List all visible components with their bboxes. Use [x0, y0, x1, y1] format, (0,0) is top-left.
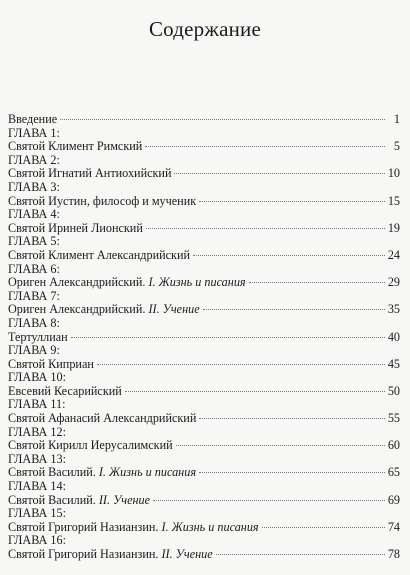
- chapter-title-wrap: [8, 385, 124, 399]
- chapter-title: Святой Киприан: [8, 356, 94, 371]
- chapter-title-wrap: [8, 167, 173, 181]
- chapter-title-wrap: [8, 358, 96, 372]
- toc-entry-chapter: [8, 426, 400, 453]
- toc-entry-chapter: [8, 344, 400, 371]
- chapter-title: Святой Игнатий Антиохийский: [8, 166, 172, 181]
- toc-entry-title: Введение: [8, 112, 58, 126]
- chapter-subtitle: I. Жизнь и писания: [98, 465, 196, 480]
- chapter-label: ГЛАВА 5:: [8, 234, 60, 249]
- toc-row: [8, 167, 400, 181]
- chapter-title: Тертуллиан: [8, 329, 68, 344]
- dot-leader: [216, 554, 385, 555]
- chapter-title: Ориген Александрийский.: [8, 302, 146, 317]
- toc-row: [8, 466, 400, 480]
- chapter-label: ГЛАВА 7:: [8, 288, 60, 303]
- chapter-label: ГЛАВА 4:: [8, 207, 60, 222]
- toc-row: [8, 276, 400, 290]
- dot-leader: [203, 309, 385, 310]
- toc-row: [8, 358, 400, 372]
- chapter-title: Святой Иустин, философ и мученик: [8, 193, 197, 208]
- chapter-subtitle: I. Жизнь и писания: [161, 519, 259, 534]
- toc-entry-chapter: [8, 181, 400, 208]
- toc-row: [8, 113, 400, 127]
- toc-row: [8, 494, 400, 508]
- toc-entry-chapter: [8, 480, 400, 507]
- chapter-title-wrap: [8, 521, 261, 535]
- chapter-title-wrap: [8, 412, 198, 426]
- table-of-contents: [8, 113, 400, 562]
- toc-page-number: 69: [387, 492, 400, 507]
- dot-leader: [199, 201, 385, 202]
- page-title: Содержание: [148, 17, 262, 41]
- chapter-subtitle: I. Жизнь и писания: [148, 275, 246, 290]
- chapter-title-wrap: [8, 439, 175, 453]
- chapter-label: ГЛАВА 16:: [8, 533, 66, 548]
- chapter-title-wrap: [8, 276, 248, 290]
- chapter-title: Ориген Александрийский.: [8, 275, 146, 290]
- chapter-title: Евсевий Кесарийский: [8, 383, 122, 398]
- toc-row: [8, 140, 400, 154]
- chapter-label: ГЛАВА 13:: [8, 451, 66, 466]
- toc-entry-chapter: [8, 534, 400, 561]
- chapter-title-wrap: [8, 222, 145, 236]
- chapter-title: Святой Афанасий Александрийский: [8, 411, 197, 426]
- toc-entry-chapter: [8, 208, 400, 235]
- toc-entry-chapter: [8, 398, 400, 425]
- toc-page-number: 29: [387, 275, 400, 290]
- toc-entry-chapter: [8, 317, 400, 344]
- dot-leader: [262, 527, 385, 528]
- toc-row: [8, 521, 400, 535]
- chapter-list: [8, 127, 400, 562]
- toc-entry-chapter: [8, 453, 400, 480]
- chapter-title: Святой Ириней Лионский: [8, 220, 143, 235]
- chapter-title: Святой Василий.: [8, 492, 96, 507]
- toc-row: [8, 195, 400, 209]
- toc-entry-chapter: [8, 371, 400, 398]
- chapter-subtitle: II. Учение: [161, 547, 213, 561]
- toc-row: [8, 385, 400, 399]
- dot-leader: [71, 337, 385, 338]
- chapter-label: ГЛАВА 10:: [8, 370, 66, 385]
- chapter-title-wrap: [8, 303, 202, 317]
- toc-page-number: 45: [387, 356, 400, 371]
- chapter-title: Святой Кирилл Иерусалимский: [8, 438, 173, 453]
- toc-row: [8, 249, 400, 263]
- dot-leader: [249, 282, 385, 283]
- toc-row: [8, 331, 400, 345]
- toc-entry-chapter: [8, 154, 400, 181]
- dot-leader: [193, 255, 385, 256]
- toc-page-number: 15: [387, 193, 400, 208]
- toc-row: [8, 412, 400, 426]
- toc-page-number: 74: [387, 519, 400, 534]
- toc-entry-chapter: [8, 235, 400, 262]
- toc-page-number: 50: [387, 383, 400, 398]
- chapter-subtitle: II. Учение: [98, 492, 151, 507]
- chapter-label: ГЛАВА 9:: [8, 343, 60, 358]
- dot-leader: [125, 391, 385, 392]
- toc-entry-chapter: [8, 127, 400, 154]
- chapter-label: ГЛАВА 1:: [8, 125, 60, 140]
- toc-page-number: 40: [387, 329, 400, 344]
- chapter-title: Святой Климент Римский: [8, 139, 143, 154]
- toc-page-number: 65: [387, 465, 400, 480]
- chapter-title-wrap: [8, 466, 198, 480]
- chapter-title: Святой Климент Александрийский: [8, 247, 191, 262]
- chapter-label: ГЛАВА 6:: [8, 261, 60, 276]
- chapter-label: ГЛАВА 15:: [8, 506, 66, 521]
- chapter-label: ГЛАВА 11:: [8, 397, 66, 412]
- chapter-subtitle: II. Учение: [148, 302, 200, 317]
- toc-entry-chapter: [8, 263, 400, 290]
- chapter-title: Святой Григорий Назианзин.: [8, 519, 159, 534]
- dot-leader: [199, 472, 385, 473]
- dot-leader: [97, 364, 385, 365]
- toc-row: [8, 548, 400, 562]
- dot-leader: [174, 173, 384, 174]
- chapter-label: ГЛАВА 14:: [8, 479, 66, 494]
- dot-leader: [146, 228, 385, 229]
- dot-leader: [176, 445, 385, 446]
- chapter-label: ГЛАВА 2:: [8, 152, 60, 167]
- toc-page-number: 10: [387, 166, 400, 181]
- dot-leader: [145, 146, 385, 147]
- chapter-title: Святой Василий.: [8, 465, 96, 480]
- chapter-label: ГЛАВА 8:: [8, 315, 60, 330]
- toc-page-number: 35: [387, 302, 400, 317]
- toc-row: [8, 439, 400, 453]
- chapter-title-wrap: [8, 140, 144, 154]
- toc-entry-chapter: [8, 507, 400, 534]
- chapter-label: ГЛАВА 12:: [8, 424, 66, 439]
- toc-page-number: 19: [387, 220, 400, 235]
- toc-page-number: 24: [387, 247, 400, 262]
- toc-page-number: 78: [387, 547, 400, 561]
- toc-row: [8, 222, 400, 236]
- dot-leader: [153, 500, 385, 501]
- chapter-title: Святой Григорий Назианзин.: [8, 547, 159, 561]
- chapter-title-wrap: [8, 249, 192, 263]
- toc-entry-intro: [8, 113, 400, 127]
- toc-page-number: 55: [387, 411, 400, 426]
- chapter-label: ГЛАВА 3:: [8, 179, 60, 194]
- toc-entry-chapter: [8, 290, 400, 317]
- chapter-title-wrap: [8, 548, 215, 562]
- chapter-title-wrap: [8, 195, 198, 209]
- toc-page-number: 1: [393, 112, 400, 126]
- chapter-title-wrap: [8, 494, 152, 508]
- toc-page-number: 5: [393, 139, 400, 154]
- toc-row: [8, 303, 400, 317]
- dot-leader: [60, 119, 385, 120]
- dot-leader: [199, 418, 384, 419]
- chapter-title-wrap: [8, 331, 70, 345]
- toc-page-number: 60: [387, 438, 400, 453]
